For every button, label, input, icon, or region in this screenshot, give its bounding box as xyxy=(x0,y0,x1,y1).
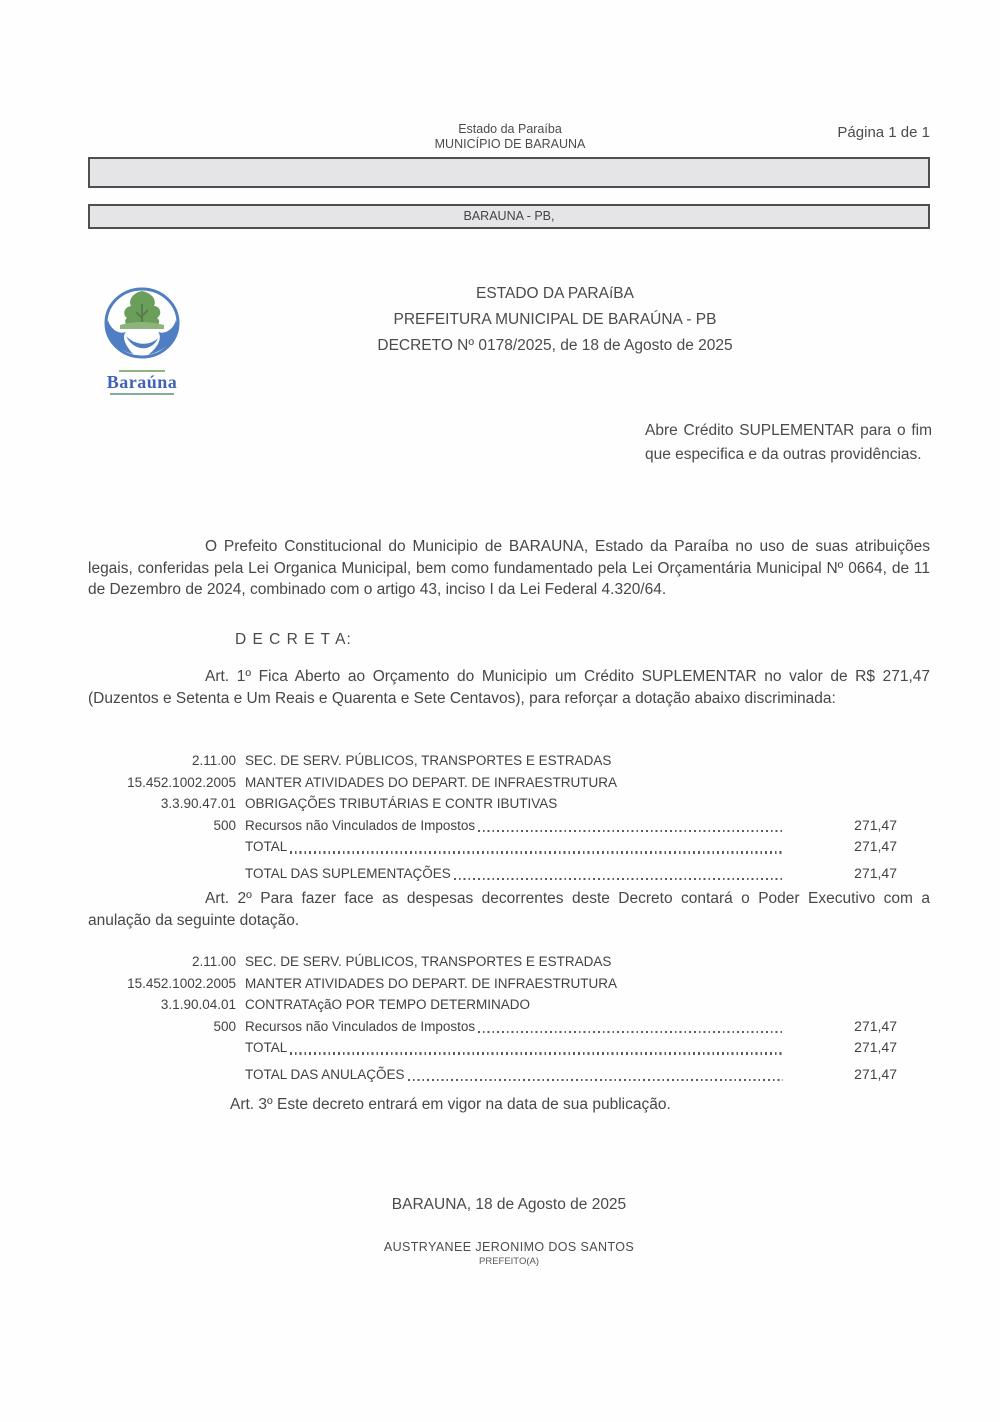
scan-header xyxy=(180,122,840,152)
budget-label: CONTRATAçãO POR TEMPO DETERMINADO xyxy=(245,997,531,1012)
total-amount: 271,47 xyxy=(854,1039,897,1055)
header-state: Estado da Paraíba xyxy=(458,122,562,136)
annulment-block xyxy=(88,951,930,1085)
budget-label: SEC. DE SERV. PÚBLICOS, TRANSPORTES E ESTRADAS xyxy=(245,954,612,969)
article-3: Art. 3º Este decreto entrará em vigor na data de sua publicação. xyxy=(230,1096,671,1113)
budget-row xyxy=(88,793,930,815)
article-2: Art. 2º Para fazer face as despesas decorrentes deste Decreto contará o Poder Executivo com a anulação da seguinte dotação. xyxy=(88,890,930,929)
budget-row xyxy=(88,750,930,772)
page-number: Página 1 de 1 xyxy=(837,124,930,141)
signature-role: PREFEITO(A) xyxy=(479,1256,539,1267)
title-state: ESTADO DA PARAíBA xyxy=(476,285,634,302)
dot-leader xyxy=(478,1031,783,1034)
grand-total-label: TOTAL DAS SUPLEMENTAÇÕES xyxy=(245,865,451,881)
budget-amount: 271,47 xyxy=(854,1017,897,1034)
municipal-logo xyxy=(94,286,190,396)
decreta-label: D E C R E T A: xyxy=(235,631,352,648)
budget-code: 500 xyxy=(213,817,236,833)
budget-row xyxy=(88,772,930,794)
title-prefeitura: PREFEITURA MUNICIPAL DE BARAÚNA - PB xyxy=(393,311,717,328)
barauna-seal-icon xyxy=(99,286,185,362)
letterhead-title xyxy=(250,281,860,359)
budget-row xyxy=(88,815,930,837)
budget-label: MANTER ATIVIDADES DO DEPART. DE INFRAESTRUTURA xyxy=(245,975,618,991)
budget-row xyxy=(88,994,930,1016)
grand-total-row xyxy=(88,863,930,885)
budget-code: 500 xyxy=(213,1018,236,1034)
budget-row xyxy=(88,973,930,995)
budget-code: 3.1.90.04.01 xyxy=(160,997,236,1012)
budget-label: OBRIGAÇÕES TRIBUTÁRIAS E CONTR IBUTIVAS xyxy=(245,796,558,811)
total-label: TOTAL xyxy=(245,839,288,854)
logo-caption: Baraúna xyxy=(106,372,178,392)
article-1: Art. 1º Fica Aberto ao Orçamento do Municipio um Crédito SUPLEMENTAR no valor de R$ 271,47 (Duzentos e Setenta e Um Reais e Quarenta e Sete Centavos), para reforçar a dotação abaixo discriminada: xyxy=(88,668,930,707)
budget-row xyxy=(88,1016,930,1038)
header-box-empty xyxy=(88,157,930,188)
grand-total-amount: 271,47 xyxy=(854,1065,897,1082)
budget-label: Recursos não Vinculados de Impostos xyxy=(245,1018,476,1034)
title-decreto-number: DECRETO Nº 0178/2025, de 18 de Agosto de 2025 xyxy=(377,337,733,354)
signature-name: AUSTRYANEE JERONIMO DOS SANTOS xyxy=(383,1240,635,1254)
dot-leader xyxy=(290,851,783,854)
preamble-paragraph: O Prefeito Constitucional do Municipio de BARAUNA, Estado da Paraíba no uso de suas atribuições legais, conferidas pela Lei Organica Municipal, bem como fundamentado pela Lei Orçamentária Municipal Nº 0664, de 11 de Dezembro de 2024, combinado com o artigo 43, inciso I da Lei Federal 4.320/64. xyxy=(88,538,930,598)
grand-total-amount: 271,47 xyxy=(854,864,897,881)
header-box-city: BARAUNA - PB, xyxy=(88,204,930,229)
budget-label: Recursos não Vinculados de Impostos xyxy=(245,817,476,833)
grand-total-label: TOTAL DAS ANULAÇÕES xyxy=(245,1066,405,1082)
dot-leader xyxy=(408,1079,783,1082)
header-municipality: MUNICÍPIO DE BARAUNA xyxy=(434,137,586,151)
dot-leader xyxy=(478,830,783,833)
budget-row xyxy=(88,951,930,973)
budget-code: 15.452.1002.2005 xyxy=(127,975,236,991)
ementa-summary: Abre Crédito SUPLEMENTAR para o fim que especifica e da outras providências. xyxy=(645,422,932,463)
logo-micro-text-bottom xyxy=(110,393,174,395)
budget-code: 2.11.00 xyxy=(191,753,236,768)
budget-amount: 271,47 xyxy=(854,816,897,833)
signature-place-date: BARAUNA, 18 de Agosto de 2025 xyxy=(391,1196,627,1213)
total-label: TOTAL xyxy=(245,1040,288,1055)
supplement-block xyxy=(88,750,930,884)
dot-leader xyxy=(454,878,783,881)
grand-total-row xyxy=(88,1064,930,1086)
budget-code: 15.452.1002.2005 xyxy=(127,774,236,790)
total-row xyxy=(88,836,930,858)
budget-label: SEC. DE SERV. PÚBLICOS, TRANSPORTES E ESTRADAS xyxy=(245,753,612,768)
budget-code: 2.11.00 xyxy=(191,954,236,969)
total-amount: 271,47 xyxy=(854,838,897,854)
budget-label: MANTER ATIVIDADES DO DEPART. DE INFRAESTRUTURA xyxy=(245,774,618,790)
dot-leader xyxy=(290,1052,783,1055)
budget-code: 3.3.90.47.01 xyxy=(160,796,236,811)
total-row xyxy=(88,1037,930,1059)
